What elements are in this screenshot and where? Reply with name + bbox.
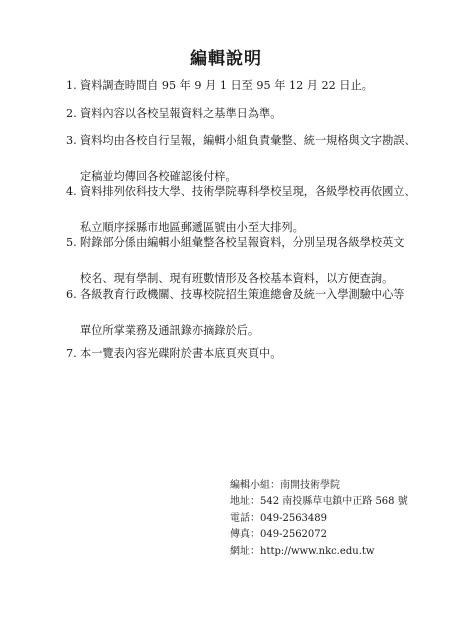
list-item-2 (66, 107, 406, 121)
item-text-line-1: 資料排列依科技大學、技術學院專科學校呈現，各級學校再依國立、 (80, 185, 416, 198)
item-number: 3. (66, 134, 77, 147)
list-item-3 (66, 134, 416, 184)
item-text-line-2: 私立順序採縣市地區郵遞區號由小至大排列。 (80, 221, 304, 234)
item-text: 資料調查時間自 95 年 9 月 1 日至 95 年 12 月 22 日止。 (80, 79, 373, 92)
contact-block (230, 478, 408, 560)
item-number: 2. (66, 107, 77, 120)
item-number: 6. (66, 288, 77, 301)
list-item-5 (66, 236, 406, 286)
item-text: 本一覽表內容光碟附於書本底頁夾頁中。 (80, 347, 282, 360)
list-item-6 (66, 288, 406, 338)
list-item-4 (66, 185, 416, 235)
item-number: 4. (66, 185, 77, 198)
website: 網址：http://www.nkc.edu.tw (230, 545, 375, 557)
page-title: 編輯說明 (190, 49, 262, 69)
phone: 電話：049-2563489 (230, 512, 328, 524)
item-text-line-1: 資料均由各校自行呈報，編輯小組負責彙整、統一規格與文字勘誤、 (80, 134, 416, 147)
editorial-group: 編輯小組：南開技術學院 (230, 480, 340, 491)
list-item-7 (66, 347, 406, 361)
address: 地址：542 南投縣草屯鎮中正路 568 號 (230, 496, 408, 508)
item-number: 7. (66, 347, 77, 360)
item-text-line-1: 附錄部分係由編輯小組彙整各校呈報資料，分別呈現各級學校英文 (80, 236, 405, 249)
list-item-1 (66, 79, 406, 93)
fax: 傳真：049-2562072 (230, 529, 328, 541)
item-text-line-2: 定稿並均傳回各校確認後付梓。 (80, 170, 237, 183)
item-number: 1. (66, 79, 77, 92)
item-text-line-2: 單位所掌業務及通訊錄亦摘錄於后。 (80, 324, 260, 337)
item-text: 資料內容以各校呈報資料之基準日為準。 (80, 107, 282, 120)
item-number: 5. (66, 236, 77, 249)
item-text-line-2: 校名、現有學制、現有班數情形及各校基本資料，以方便查詢。 (80, 272, 394, 285)
item-text-line-1: 各級教育行政機關、技專校院招生策進總會及統一入學測驗中心等 (80, 288, 405, 301)
